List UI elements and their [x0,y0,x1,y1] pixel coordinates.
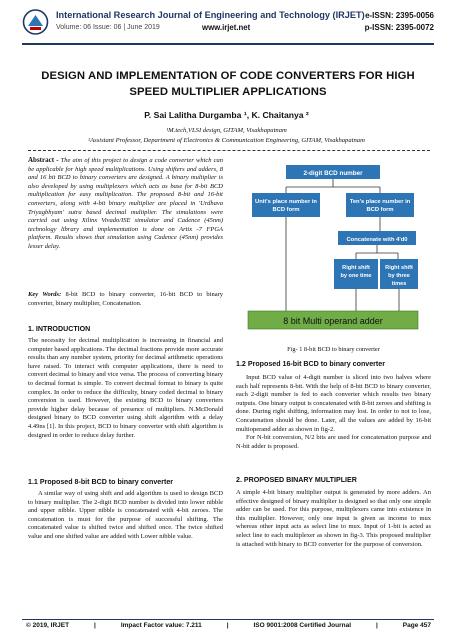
keywords-text: 8-bit BCD to binary converter, 16-bit BCD to binary converter, binary multiplier, Concatenation. [28,291,224,307]
footer-divider [22,619,434,620]
fig-tens-box [346,193,414,217]
heading-8bit-converter: 1.1 Proposed 8-bit BCD to binary converter [28,478,174,486]
fig-shift1-box [334,259,378,289]
footer-iso: ISO 9001:2008 Certified Journal [253,622,352,629]
svg-text:Right shiftby one time: Right shift by one time [340,265,372,279]
heading-binary-multiplier: 2. PROPOSED BINARY MULTIPLIER [236,476,357,484]
irjet-logo-icon [22,9,49,35]
footer-sep-2: | [226,622,229,629]
fig-top-box [286,165,380,179]
affiliation-2: ²Assistant Professor, Department of Electronics & Communication Engineering, GITAM, Visakhapatnam [88,137,365,144]
footer-sep-3: | [376,622,378,629]
footer-sep-1: | [94,622,96,629]
journal-name: International Research Journal of Engineering and Technology (IRJET) [56,10,365,20]
footer-page: Page 457 [402,622,431,629]
header-divider [22,43,434,45]
volume-line: Volume: 06 Issue: 06 | June 2019 [56,24,160,31]
fig-adder-box [248,311,418,329]
abstract [28,156,223,252]
paragraph-16bit-a: Input BCD value of 4-digit number is sliced into two halves where each half represents 8-bit. With the help of 8-bit BCD to binary converter, each 2-digit number is fed to each converter which results two binary outputs. One binary output is concatenated with 8-bit zeroes and shifting is done. During right shifting, information may lost. In order to not to lose, Concatenation should be done. Later, all the values are added by 16-bit multioperand adder as shown in fig-2. [236,374,431,433]
abstract-label: Abstract - [28,156,59,164]
svg-text:8 bit Multi operand adder: 8 bit Multi operand adder [283,316,383,326]
fig-shift3-box [380,259,418,289]
svg-text:Concatenate with 4'd0: Concatenate with 4'd0 [346,237,408,243]
fig-units-box [252,193,320,217]
footer-impact: Impact Factor value: 7.211 [120,622,202,629]
abstract-text: The aim of this project to design a code converter which can be applicable for high speed multiplications. Using shifters and adders, 8 and 16 bit BCD to binary converters are designed. A binary multiplier is also developed by using multiplexers which acts as base for 8-bit BCD multiplication for easy multiplication. The proposed 8-bit and 16-bit converters, along with 4-bit binary multiplier are placed in 'Urdhava Triyagbhyam' sutra based decimal multiplier. The simulations were carried out using Xilinx Vivado/ISE simulator and Cadence (45nm) technology library and implementation is done on Artix -7 FPGA platform. Results shows that simulation using Cadence (45nm) provides lesser delay. [28,157,223,250]
keywords-label: Key Words: [28,291,62,298]
footer-copyright: © 2019, IRJET [26,622,70,629]
paragraph-8bit-converter [28,490,223,542]
svg-text:2-digit BCD number: 2-digit BCD number [303,170,363,177]
section-separator [28,150,430,151]
p-issn: p-ISSN: 2395-0072 [364,23,434,32]
paragraph-binary-multiplier: A simple 4-bit binary multiplier output is generated by more adders. An effective designed of binary multiplier is designed so that only one simple adder can be used. For this purpose, multiplexers came into existence in this multiplier. However, only one input is given as income to mux whereas other input acts as select line to mux. Input of 1-bit is acted as select line to each multiplexer as shown in fig-3. This proposed multiplier is attached with binary to BCD converter for the purpose of conversion. [236,489,431,548]
journal-header [22,9,434,39]
svg-text:Unit's place number inBCD form: Unit's place number in BCD form [255,199,317,213]
figure-1-caption: Fig- 1 8-bit BCD to binary converter [287,346,380,353]
paragraph-16bit-b: For N-bit conversion, N/2 bits are used for concatenation purpose and N-bit adder is proposed. [236,434,431,450]
paper-title: DESIGN AND IMPLEMENTATION OF CODE CONVERTERS FOR HIGH SPEED MULTIPLIER APPLICATIONS [41,70,415,98]
svg-text:Right shiftby threetimes: Right shift by three times [385,265,413,287]
authors: P. Sai Lalitha Durgamba ¹, K. Chaitanya ² [144,110,309,120]
page-footer [26,622,431,629]
paragraph-8bit-text: A similar way of using shift and add algorithm is used to design BCD to binary multiplier. The 2-digit BCD number is divided into lower nibble and upper nibble. Upper nibble is concatenated with 4-bit zeroes. The concatenation is must for the purpose of successful shifting. The concatenated value is shifted twice and shifted once. The twice shifted value and one shifted value are added with Lower nibble value. [28,490,223,540]
e-issn: e-ISSN: 2395-0056 [365,11,434,20]
fig-concat-box [338,231,416,245]
website-link[interactable]: www.irjet.net [202,23,251,32]
heading-introduction: 1. INTRODUCTION [28,325,91,333]
figure-1-flowchart [246,163,420,333]
intro-paragraph: The necessity for decimal multiplication is increasing in financial and computer based applications. The decimal fractions provide more accurate results than any number system, priority for decimal arithmetic operations have raised. To interact with computer applications, there is need to convert decimal to binary and vice versa. The process of converting binary to decimal format is simple. To convert decimal format to binary is quite complex. In order to reduce the difficulty, binary coded decimal to binary conversion is used. However, the existing BCD to binary converters provide higher delay because of presence of multipliers. N.McDonald designed binary to BCD converter using shift algorithm with a delay 4.49ns [1]. In this project, BCD to binary converter with shift algorithm is designed in order to reduce delay further. [28,337,223,439]
keywords [28,291,223,308]
heading-16bit-converter: 1.2 Proposed 16-bit BCD to binary converter [236,360,386,368]
paragraph-16bit-converter [236,374,431,451]
affiliation-1: ¹M.tech,VLSI design, GITAM, Visakhapatnam [166,127,287,134]
svg-text:Ten's place number inBCD form: Ten's place number in BCD form [349,199,411,213]
